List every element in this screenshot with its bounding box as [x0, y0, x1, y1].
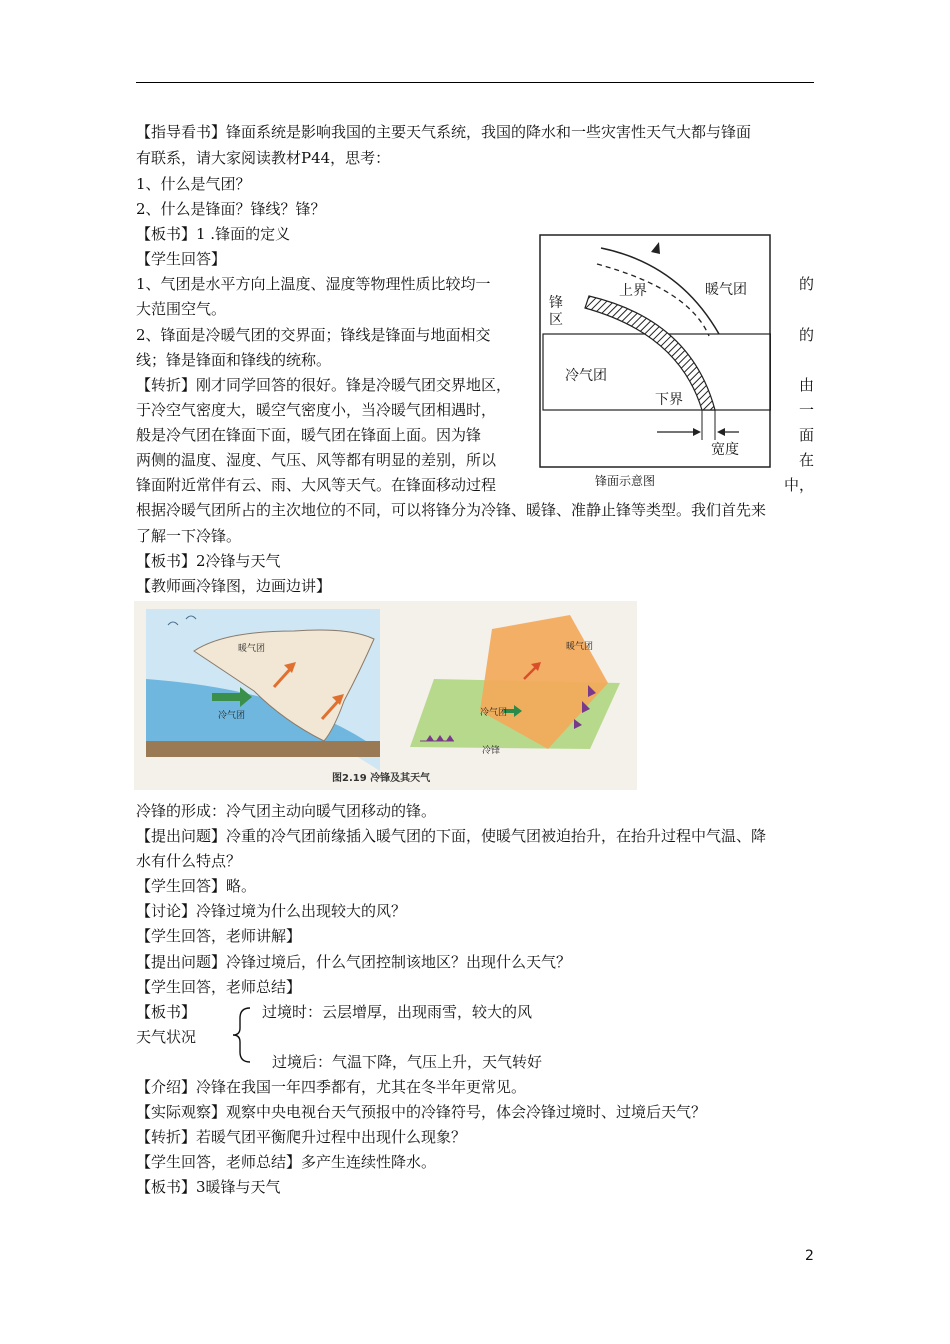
turn-line-1: 【转折】刚才同学回答的很好。锋是冷暖气团交界地区， 由	[136, 376, 814, 394]
right-warm-label: 暖气团	[566, 642, 594, 652]
answer-summary: 【学生回答，老师总结】	[136, 978, 302, 996]
turn-line-7: 了解一下冷锋。	[136, 527, 242, 545]
answer-1-line-2: 大范围空气。	[136, 300, 227, 318]
board-5: 【板书】3暖锋与天气	[136, 1178, 281, 1196]
left-cold-label: 冷气团	[218, 711, 246, 721]
weather-after: 过境后：气温下降，气压上升，天气转好	[272, 1053, 543, 1071]
student-answer-heading: 【学生回答】	[136, 250, 227, 268]
diagram-caption: 锋面示意图	[595, 474, 656, 487]
figure-caption: 图2.19 冷锋及其天气	[332, 773, 431, 784]
weather-during: 过境时：云层增厚，出现雨雪，较大的风	[262, 1003, 533, 1021]
introduction: 【介绍】冷锋在我国一年四季都有，尤其在冬半年更常见。	[136, 1078, 527, 1096]
answer-rain: 【学生回答，老师总结】多产生连续性降水。	[136, 1153, 437, 1171]
left-warm-label: 暖气团	[238, 644, 266, 654]
front-zone-label-1: 锋	[549, 295, 563, 311]
header-rule	[136, 82, 814, 83]
turn-line-3: 般是冷气团在锋面下面，暖气团在锋面上面。因为锋 面	[136, 426, 814, 444]
discussion: 【讨论】冷锋过境为什么出现较大的风？	[136, 902, 407, 920]
warm-air-label: 暖气团	[705, 282, 747, 298]
answer-2-line-2: 线；锋是锋面和锋线的统称。	[136, 351, 332, 369]
turn-warm: 【转折】若暖气团平衡爬升过程中出现什么现象？	[136, 1128, 467, 1146]
board-2: 【板书】2冷锋与天气	[136, 552, 281, 570]
turn-line-6: 根据冷暖气团所占的主次地位的不同，可以将锋分为冷锋、暖锋、准静止锋等类型。我们首先来	[136, 501, 767, 519]
cold-air-label: 冷气团	[565, 368, 607, 384]
answer-1-line-1: 1、气团是水平方向上温度、湿度等物理性质比较均一 的	[136, 275, 814, 293]
cold-front-figure	[134, 601, 637, 790]
weather-condition-label: 天气状况	[136, 1028, 197, 1046]
question-after: 【提出问题】冷锋过境后，什么气团控制该地区？出现什么天气？	[136, 953, 572, 971]
para-guide-2: 有联系，请大家阅读教材P44，思考：	[136, 149, 391, 167]
board-1: 【板书】1 .锋面的定义	[136, 225, 291, 243]
answer-omitted: 【学生回答】略。	[136, 877, 257, 895]
cold-front-label: 冷锋	[482, 746, 501, 756]
turn-line-2: 于冷空气密度大，暖空气密度小，当冷暖气团相遇时， 一	[136, 401, 814, 419]
cold-front-definition: 冷锋的形成：冷气团主动向暖气团移动的锋。	[136, 802, 437, 820]
question-lift-1: 【提出问题】冷重的冷气团前缘插入暖气团的下面，使暖气团被迫抬升，在抬升过程中气温、降	[136, 827, 767, 845]
answer-2-line-1: 2、锋面是冷暖气团的交界面；锋线是锋面与地面相交 的	[136, 326, 814, 344]
turn-line-5: 锋面附近常伴有云、雨、大风等天气。在锋面移动过程 中，	[136, 476, 814, 494]
page-number: 2	[805, 1248, 814, 1264]
question-lift-2: 水有什么特点？	[136, 852, 242, 870]
right-cold-label: 冷气团	[480, 708, 508, 718]
board-4: 【板书】	[136, 1003, 197, 1021]
upper-boundary-label: 上界	[619, 283, 647, 299]
width-label: 宽度	[711, 442, 739, 458]
turn-line-4: 两侧的温度、湿度、气压、风等都有明显的差别，所以 在	[136, 451, 814, 469]
brace-symbol	[230, 1006, 256, 1064]
para-guide-1: 【指导看书】锋面系统是影响我国的主要天气系统，我国的降水和一些灾害性天气大都与锋面	[136, 123, 752, 141]
cold-front-profile-panel	[146, 609, 380, 771]
answer-explain: 【学生回答，老师讲解】	[136, 927, 302, 945]
front-zone-label-2: 区	[549, 312, 563, 328]
board-3: 【教师画冷锋图，边画边讲】	[136, 577, 332, 595]
question-2: 2、什么是锋面？锋线？锋？	[136, 200, 326, 218]
front-diagram	[539, 234, 771, 487]
question-1: 1、什么是气团？	[136, 175, 251, 193]
lower-boundary-label: 下界	[655, 392, 683, 408]
ground	[146, 741, 380, 757]
observation: 【实际观察】观察中央电视台天气预报中的冷锋符号，体会冷锋过境时、过境后天气？	[136, 1103, 707, 1121]
